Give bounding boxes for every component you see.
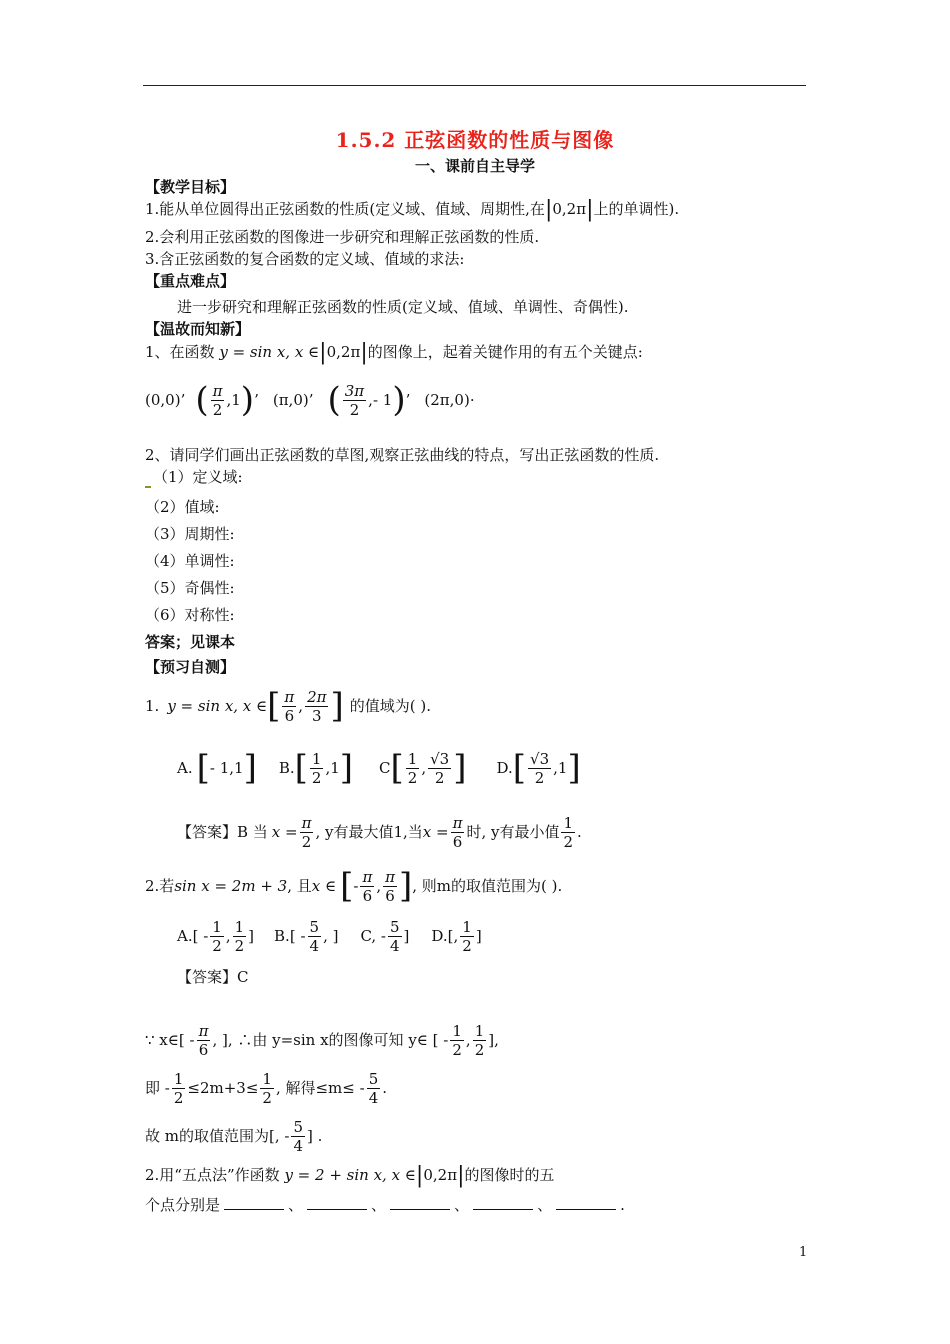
goals-header: 【教学目标】 — [145, 178, 236, 196]
question-2-answer: 【答案】C — [177, 968, 249, 986]
review-1: 1、在函数 y = sin x, x ∈|0,2π|的图像上，起着关键作用的有五个关键点: — [145, 340, 643, 365]
solution-line-1: ∵ x∈[ - $\frac{\pi}{6}$ , ], ∴由 y=sin x的图像可知 y∈ [ - $\frac{1}{2}$ , $\frac{1}{2}$ ], — [145, 1021, 499, 1059]
goal-2: 2.会利用正弦函数的图像进一步研究和理解正弦函数的性质. — [145, 228, 540, 246]
prop-5: （5）奇偶性: — [145, 579, 235, 597]
question-2-options: A.[ - $\frac{1}{2}$ , $\frac{1}{2}$ ] B.[ - $\frac{5}{4}$ , ] C, - $\frac{5}{4}$ ] D.[, $\frac{1}{2}$ ] — [177, 917, 482, 955]
solution-line-2: 即 - $\frac{1}{2}$ ≤2m+3≤ $\frac{1}{2}$ , 解得≤m≤ - $\frac{5}{4}$ . — [145, 1069, 388, 1107]
answer-blank-4[interactable] — [473, 1195, 533, 1210]
solution-line-3: 故 m的取值范围为[, - $\frac{5}{4}$ ] . — [145, 1117, 323, 1155]
question-1-options: A. [ - 1,1 ] B. [ $\frac{1}{2}$ ,1 ] C [ $\frac{1}{2}$ , $\frac{√3}{2}$ ] D. [ $\frac{√3}{2}$ ,1 ] — [177, 748, 581, 788]
question-3-blanks: 个点分别是 、 、 、 、 . — [145, 1196, 625, 1214]
prop-3: （3）周期性: — [145, 525, 235, 543]
page-number: 1 — [799, 1245, 808, 1260]
header-rule — [143, 85, 806, 86]
answer-blank-2[interactable] — [307, 1195, 367, 1210]
page-title: 1.5.2 正弦函数的性质与图像 — [335, 128, 615, 152]
answer-reference: 答案；见课本 — [145, 633, 236, 651]
prop-4: （4）单调性: — [145, 552, 235, 570]
answer-blank-3[interactable] — [390, 1195, 450, 1210]
prop-6: （6）对称性: — [145, 606, 235, 624]
key-text: 进一步研究和理解正弦函数的性质(定义域、值域、单调性、奇偶性). — [177, 298, 629, 316]
prop-1: （1）定义域: — [145, 466, 243, 488]
preview-header: 【预习自测】 — [145, 658, 236, 676]
review-2: 2、请同学们画出正弦函数的草图,观察正弦曲线的特点，写出正弦函数的性质. — [145, 446, 660, 464]
section-subtitle: 一、课前自主导学 — [414, 157, 535, 175]
review-header: 【温故而知新】 — [145, 320, 251, 338]
goal-3: 3.含正弦函数的复合函数的定义域、值域的求法: — [145, 250, 465, 268]
answer-blank-5[interactable] — [556, 1195, 616, 1210]
question-1-answer: 【答案】B 当 x = $\frac{\pi}{2}$ , y有最大值1,当 x = $\frac{\pi}{6}$ 时, y有最小值 $\frac{1}{2}$ . — [177, 813, 582, 851]
goal-1: 1.能从单位圆得出正弦函数的性质(定义域、值域、周期性,在|0,2π|上的单调性). — [145, 197, 680, 222]
answer-blank-1[interactable] — [224, 1195, 284, 1210]
question-1: 1. y = sin x, x ∈ [ $\frac{\pi}{6}$ , $\frac{2\pi}{3}$ ] 的值域为( ). — [145, 686, 431, 726]
prop-2: （2）值域: — [145, 498, 220, 516]
question-2: 2.若 sin x = 2m + 3 , 且 x ∈ [ - $\frac{\pi}{6}$ , $\frac{\pi}{6}$ ] , 则m的取值范围为( ). — [145, 866, 563, 906]
key-header: 【重点难点】 — [145, 272, 236, 290]
key-points: (0,0) ’ ( $\frac{\pi}{2}$ , 1 ) ’ (π,0) ’ ( $\frac{3\pi}{2}$ , - 1 ) ’ (2π,0) · — [145, 380, 475, 420]
question-3: 2.用“五点法”作函数 y = 2 + sin x, x ∈|0,2π|的图像时的五 — [145, 1163, 555, 1188]
